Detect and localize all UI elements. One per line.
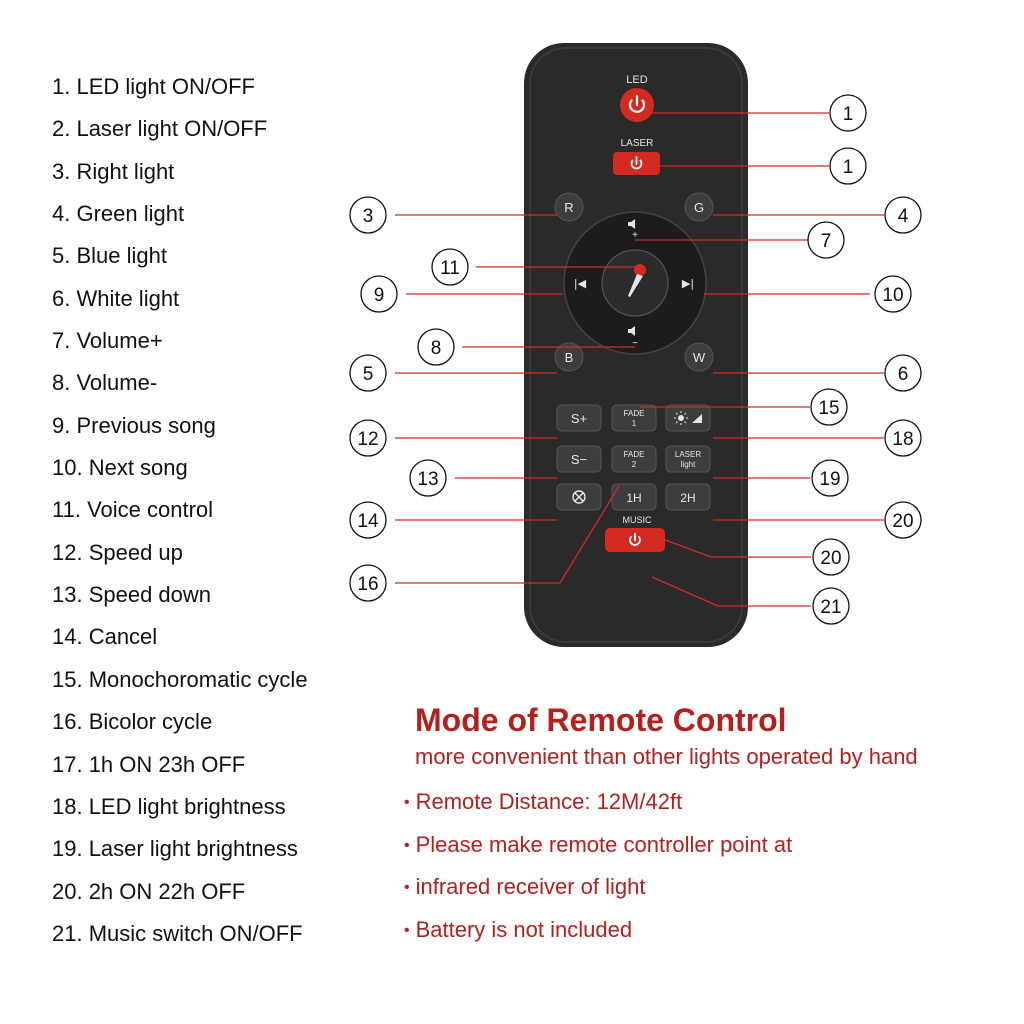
- laser-brightness-label: LASER: [674, 450, 702, 459]
- legend-item: 8. Volume-: [52, 370, 158, 396]
- bullet-item: [404, 786, 792, 829]
- callout: [812, 460, 848, 496]
- previous-song-icon[interactable]: |◀: [573, 277, 587, 290]
- laser-label: LASER: [620, 138, 654, 149]
- legend-item: 11. Voice control: [52, 497, 214, 523]
- callout: [808, 222, 844, 258]
- legend-item: 13. Speed down: [52, 582, 212, 608]
- music-label: MUSIC: [622, 515, 652, 525]
- legend-item: 18. LED light brightness: [52, 793, 286, 819]
- callout: [350, 420, 386, 456]
- volume-plus-sign: +: [632, 230, 638, 241]
- callout-number: 1: [842, 157, 854, 178]
- bullet-text: Remote Distance: 12M/42ft: [415, 789, 683, 814]
- info-title: Mode of Remote Control: [415, 702, 787, 738]
- legend-item: 20. 2h ON 22h OFF: [52, 878, 246, 904]
- bullet-dot-icon: •: [404, 794, 410, 811]
- callout-number: 20: [820, 548, 842, 569]
- callout: [875, 276, 911, 312]
- callout-number: 19: [819, 469, 841, 490]
- next-song-icon[interactable]: ▶|: [681, 277, 695, 290]
- bullet-dot-icon: •: [404, 921, 410, 939]
- legend-item: 7. Volume+: [52, 328, 163, 354]
- callout: [813, 588, 849, 624]
- laser-brightness-sub: light: [680, 460, 696, 469]
- legend-item: 9. Previous song: [52, 412, 216, 438]
- callout: [811, 389, 847, 425]
- bullet-text: infrared receiver of light: [415, 874, 646, 899]
- volume-minus-sign: −: [632, 338, 638, 349]
- callout-number: 11: [440, 258, 460, 279]
- callout: [361, 276, 397, 312]
- callout: [350, 355, 386, 391]
- speed-down-label: S−: [570, 452, 588, 467]
- callout-number: 15: [818, 398, 840, 419]
- callout-number: 1: [842, 104, 854, 125]
- legend-item: 10. Next song: [52, 455, 188, 481]
- blue-light-label: B: [564, 350, 574, 365]
- legend-item: 4. Green light: [52, 201, 185, 227]
- callout-number: 10: [882, 285, 904, 306]
- legend-item: 16. Bicolor cycle: [52, 709, 213, 735]
- callout: [410, 460, 446, 496]
- callout: [350, 197, 386, 233]
- bullet-item: [404, 829, 792, 872]
- callout: [418, 329, 454, 365]
- callout-number: 18: [892, 429, 914, 450]
- callout-number: 7: [820, 231, 832, 252]
- two-hour-label: 2H: [680, 491, 696, 505]
- legend-item: 19. Laser light brightness: [52, 836, 298, 862]
- legend-item: 12. Speed up: [52, 539, 183, 565]
- bullet-dot-icon: •: [404, 879, 410, 896]
- legend-item: 6. White light: [52, 285, 180, 311]
- callout: [350, 502, 386, 538]
- callout-number: 4: [897, 206, 909, 227]
- bullet-item: [404, 914, 792, 957]
- bullet-text: Please make remote controller point at: [415, 831, 793, 857]
- fade1-label: FADE: [623, 409, 645, 418]
- info-bullets: [404, 786, 792, 956]
- bullet-item: [404, 871, 792, 914]
- callout-number: 5: [362, 364, 374, 385]
- callout: [432, 249, 468, 285]
- callout: [813, 539, 849, 575]
- callout: [885, 420, 921, 456]
- callout-number: 20: [892, 511, 914, 532]
- info-subtitle: more convenient than other lights operated by hand: [415, 744, 918, 769]
- red-light-label: R: [564, 200, 574, 215]
- callout: [830, 148, 866, 184]
- callout: [885, 355, 921, 391]
- callout: [885, 197, 921, 233]
- led-label: LED: [626, 74, 648, 86]
- callout: [885, 502, 921, 538]
- fade1-number: 1: [631, 419, 637, 428]
- callout-number: 14: [357, 511, 379, 532]
- callout-number: 9: [373, 285, 385, 306]
- callout-number: 8: [430, 338, 442, 359]
- callout-number: 16: [357, 574, 379, 595]
- one-hour-label: 1H: [626, 491, 642, 505]
- legend-item: 1. LED light ON/OFF: [52, 74, 255, 99]
- legend-item: 2. Laser light ON/OFF: [52, 116, 268, 142]
- legend-item: 15. Monochoromatic cycle: [52, 666, 308, 692]
- callout-number: 3: [362, 206, 374, 227]
- callout-number: 21: [820, 597, 842, 618]
- callout-number: 12: [357, 429, 379, 450]
- bullet-dot-icon: •: [404, 836, 410, 854]
- speed-up-label: S+: [570, 411, 588, 426]
- bullet-text: Battery is not included: [415, 916, 633, 942]
- fade2-number: 2: [631, 460, 637, 469]
- legend-item: 21. Music switch ON/OFF: [52, 920, 303, 946]
- white-light-label: W: [692, 350, 706, 365]
- callout-number: 13: [417, 469, 439, 490]
- callout: [350, 565, 386, 601]
- legend-item: 17. 1h ON 23h OFF: [52, 751, 246, 777]
- callout-number: 6: [897, 364, 909, 385]
- legend-item: 3. Right light: [52, 158, 175, 184]
- callout: [830, 95, 866, 131]
- legend-item: 14. Cancel: [52, 624, 158, 650]
- legend-item: 5. Blue light: [52, 243, 167, 269]
- fade2-label: FADE: [623, 450, 645, 459]
- green-light-label: G: [693, 200, 705, 215]
